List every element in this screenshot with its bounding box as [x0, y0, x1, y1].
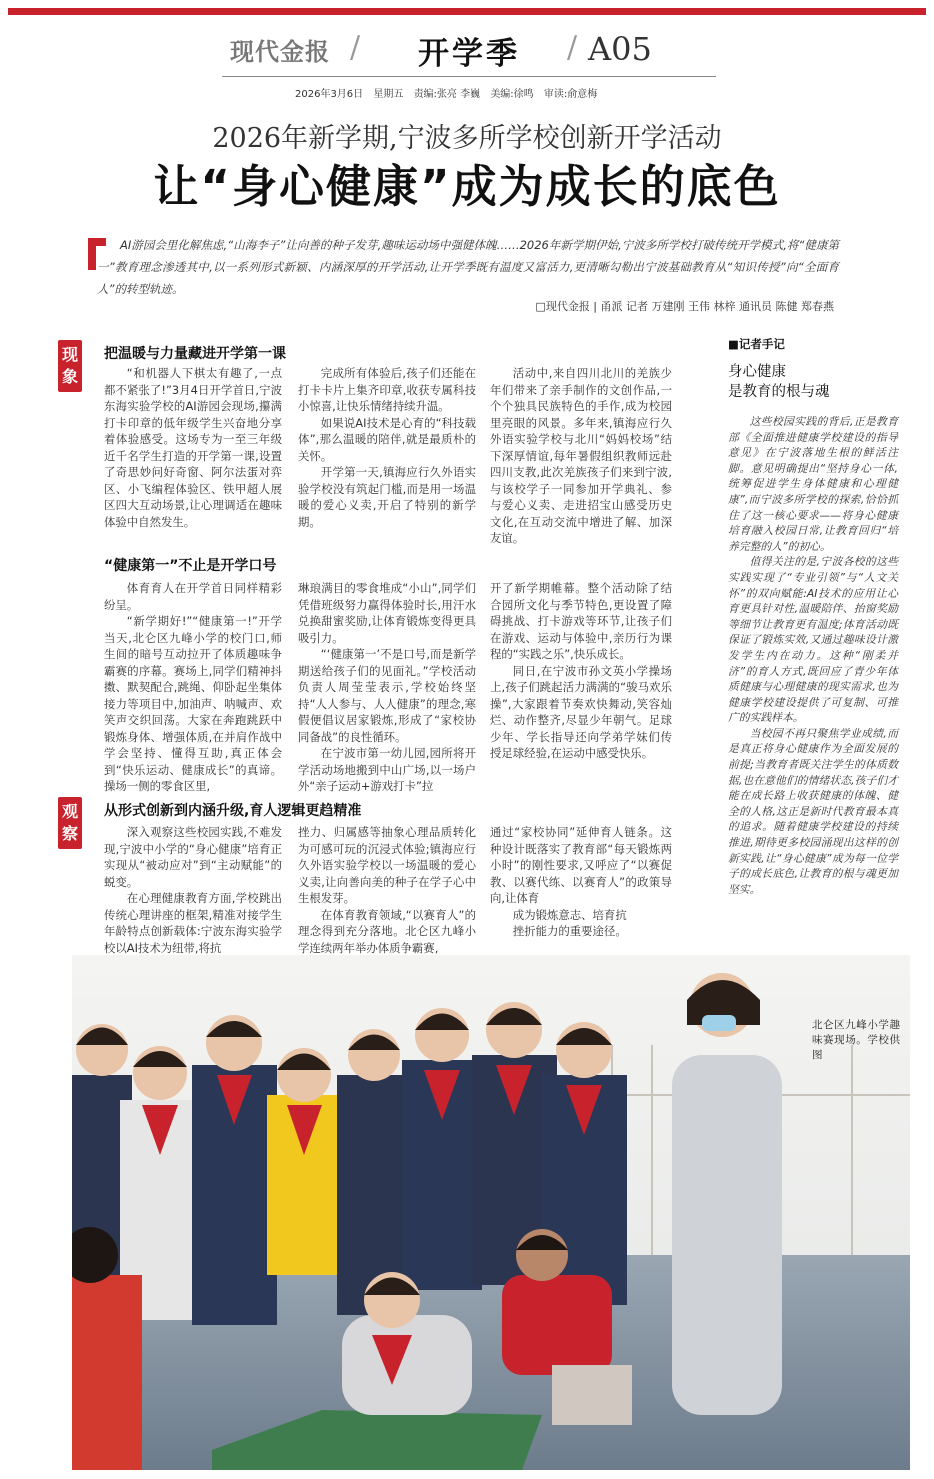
section3-column-3	[490, 824, 672, 940]
paragraph: “和机器人下棋太有趣了,一点都不紧张了!”3月4日开学首日,宁波东海实验学校的AI游园会现场,攥满打卡印章的低年级学生兴奋地分享着体验感受。这场专为一至三年级近千名学生打造的开学第一课,设置了奇思妙问好奇窗、阿尔法蛋对弈区、小飞编程体验区、铁甲超人展区四大互动场景,让心理调适在趣味体验中自然发生。	[104, 366, 282, 529]
paragraph: 值得关注的是,宁波各校的这些实践实现了“专业引领”与“人文关怀”的双向赋能:AI技术的应用让心育更具针对性,温暖陪伴、抬窗奖励等细节让教育更有温度;体育活动既保证了锻炼实效,又通过趣味设计激发学生内在动力。这种“刚柔并济”的育人方式,既回应了青少年体质健康与心理健康的现实需求,也为健康学校建设提供了可复制、可推广的实践样本。	[728, 555, 898, 725]
issue-weekday: 星期五	[373, 89, 404, 100]
paragraph: 体育育人在开学首日同样精彩纷呈。	[104, 581, 282, 612]
paragraph: 在体育教育领域,“以赛育人”的理念得到充分落地。北仑区九峰小学连续两年举办体质争霸赛,	[298, 907, 476, 955]
paragraph: 挫力、归属感等抽象心理品质转化为可感可玩的沉浸式体验;镇海应行久外语实验学校以一场温暖的爱心义卖,让向善向美的种子在学子心中生根发芽。	[298, 825, 476, 905]
reporter-notes	[728, 336, 898, 897]
paragraph: 如果说AI技术是心育的“科技载体”,那么温暖的陪伴,就是最质朴的关怀。	[298, 415, 476, 463]
section1-column-3	[490, 365, 672, 547]
tag-guancha: 观察	[58, 797, 82, 849]
paragraph: 同日,在宁波市孙文英小学操场上,孩子们跳起活力满满的“骏马欢乐操”,大家跟着节奏欢快舞动,笑容灿烂、动作整齐,尽显少年朝气。足球少年、学长指导还向学弟学妹们传授足球经验,在运动中感受快乐。	[490, 663, 672, 760]
paragraph: 在心理健康教育方面,学校跳出传统心理讲座的框架,精准对接学生年龄特点创新载体:宁波东海实验学校以AI技术为纽带,将抗	[104, 891, 282, 955]
dateline	[295, 85, 604, 100]
section-name: 开学季	[418, 36, 520, 72]
section2-column-3	[490, 580, 672, 762]
reporter-notes-title: 身心健康 是教育的根与魂	[728, 364, 830, 400]
paragraph: 琳琅满目的零食堆成“小山”,同学们凭借班级努力赢得体验时长,用汗水兑换甜蜜奖励,让体育锻炼变得更具吸引力。	[298, 581, 476, 645]
designer-credit: 美编:徐鸣	[490, 89, 534, 100]
paragraph: 通过“家校协同”延伸育人链条。这种设计既落实了教育部“每天锻炼两小时”的刚性要求,又呼应了“以赛促教、以赛代练、以赛育人”的政策导向,让体育	[490, 825, 672, 905]
page-number: A05	[588, 30, 652, 68]
event-photo	[72, 955, 910, 1470]
section3-column-1	[104, 824, 282, 956]
reporter-notes-head: ■记者手记	[728, 337, 785, 351]
paragraph: 在宁波市第一幼儿园,园所将开学活动场地搬到中山广场,以一场户外“亲子运动+游戏打卡”拉	[298, 746, 476, 793]
section2-title: “健康第一”不止是开学口号	[104, 558, 277, 574]
section3-title: 从形式创新到内涵升级,育人逻辑更趋精准	[104, 803, 362, 819]
tag-xianxiang: 现象	[58, 340, 82, 392]
byline: □现代金报 | 甬派 记者 万建刚 王伟 林梓 通讯员 陈健 郑春燕	[535, 300, 834, 313]
article-headline: 让“身心健康”成为成长的底色	[153, 160, 781, 213]
masthead	[222, 30, 722, 70]
paragraph: 活动中,来自四川北川的羌族少年们带来了亲手制作的文创作品,一个个独具民族特色的手作,成为校园里亮眼的风景。多年来,镇海应行久外语实验学校与北川“妈妈校场”结下深厚情谊,每年暑假组织教师远赴四川支教,此次羌族孩子们来到宁波,与该校学子一同参加开学典礼、参与爱心义卖、走进招宝山感受历史文化,在互动交流中增进了解、加深友谊。	[490, 366, 672, 545]
paragraph: “‘健康第一’不是口号,而是新学期送给孩子们的见面礼。”学校活动负责人周莹莹表示,学校始终坚持“人人参与、人人健康”的理念,寒假便倡议居家锻炼,形成了“家校协同备战”的良性循环。	[298, 647, 476, 744]
paragraph: 这些校园实践的背后,正是教育部《全面推进健康学校建设的指导意见》在宁波落地生根的鲜活注脚。意见明确提出“坚持身心一体,统筹促进学生身体健康和心理健康”,而宁波多所学校的探索,恰恰抓住了这一核心要求——将身心健康培育融入校园日常,让教育回归“培养完整的人”的初心。	[728, 415, 898, 553]
reporter-notes-body	[728, 414, 898, 897]
paragraph: “新学期好!”“健康第一!”开学当天,北仑区九峰小学的校门口,师生间的暗号互动拉开了体质趣味争霸赛的序幕。赛场上,同学们精神抖擞、默契配合,跳绳、仰卧起坐集体接力等项目中,加油声、呐喊声、欢笑声交织回荡。大家在奔跑跳跃中锻炼身体、增强体质,在并肩作战中学会坚持、懂得互助,真正体会到“快乐运动、健康成长”的真谛。操场一侧的零食区里,	[104, 614, 282, 793]
photo-caption: 北仑区九峰小学趣味赛现场。学校供图	[812, 1019, 900, 1061]
top-red-bar	[8, 8, 926, 15]
paragraph: 当校园不再只聚焦学业成绩,而是真正将身心健康作为全面发展的前提;当教育者既关注学生的体质数据,也在意他们的情绪状态,孩子们才能在成长路上收获健康的体魄、健全的人格,这正是新时代教育最本真的追求。随着健康学校建设的持续推进,期待更多校园涌现出这样的创新实践,让“身心健康”成为每一位学子的成长底色,让教育的根与魂更加坚实。	[728, 726, 898, 896]
proofreader-credit: 审读:俞意梅	[543, 89, 598, 100]
article-lead: AI游园会里化解焦虑,“山海李子”让向善的种子发芽,趣味运动场中强健体魄……2026年新学期伊始,宁波多所学校打破传统开学模式,将“健康第一”教育理念渗透其中,以一系列形式新颖、内涵深厚的开学活动,让开学季既有温度又富活力,更清晰勾勒出宁波基础教育从“知识传授”向“全面育人”的转型轨迹。	[97, 238, 839, 296]
paragraph: 完成所有体验后,孩子们还能在打卡卡片上集齐印章,收获专属科技小惊喜,让快乐情绪持续升温。	[298, 366, 476, 413]
paragraph: 成为锻炼意志、培育抗	[512, 907, 627, 922]
section1-title: 把温暖与力量藏进开学第一课	[104, 346, 286, 362]
section2-column-2	[298, 580, 476, 795]
section1-column-2	[298, 365, 476, 530]
editor-credit: 责编:张亮 李巍	[413, 89, 481, 100]
article-subtitle: 2026年新学期,宁波多所学校创新开学活动	[212, 123, 722, 154]
paragraph: 开了新学期帷幕。整个活动除了结合园所文化与季节特色,更设置了障碍挑战、打卡游戏等环节,让孩子们在游戏、运动与体验中,亲历行为课程的“实践之乐”,快乐成长。	[490, 581, 672, 661]
paragraph: 深入观察这些校园实践,不难发现,宁波中小学的“身心健康”培育正实现从“被动应对”到“主动赋能”的蜕变。	[104, 825, 282, 889]
masthead-slash: /	[350, 30, 361, 65]
masthead-rule	[222, 76, 716, 77]
section2-column-1	[104, 580, 282, 795]
section3-column-2	[298, 824, 476, 956]
paper-name: 现代金报	[230, 38, 330, 66]
paragraph: 挫折能力的重要途径。	[512, 924, 627, 938]
masthead-slash: /	[567, 30, 578, 65]
paragraph: 开学第一天,镇海应行久外语实验学校没有筑起门槛,而是用一场温暖的爱心义卖,开启了特别的新学期。	[298, 465, 476, 529]
issue-date: 2026年3月6日	[295, 89, 364, 100]
section1-column-1	[104, 365, 282, 530]
